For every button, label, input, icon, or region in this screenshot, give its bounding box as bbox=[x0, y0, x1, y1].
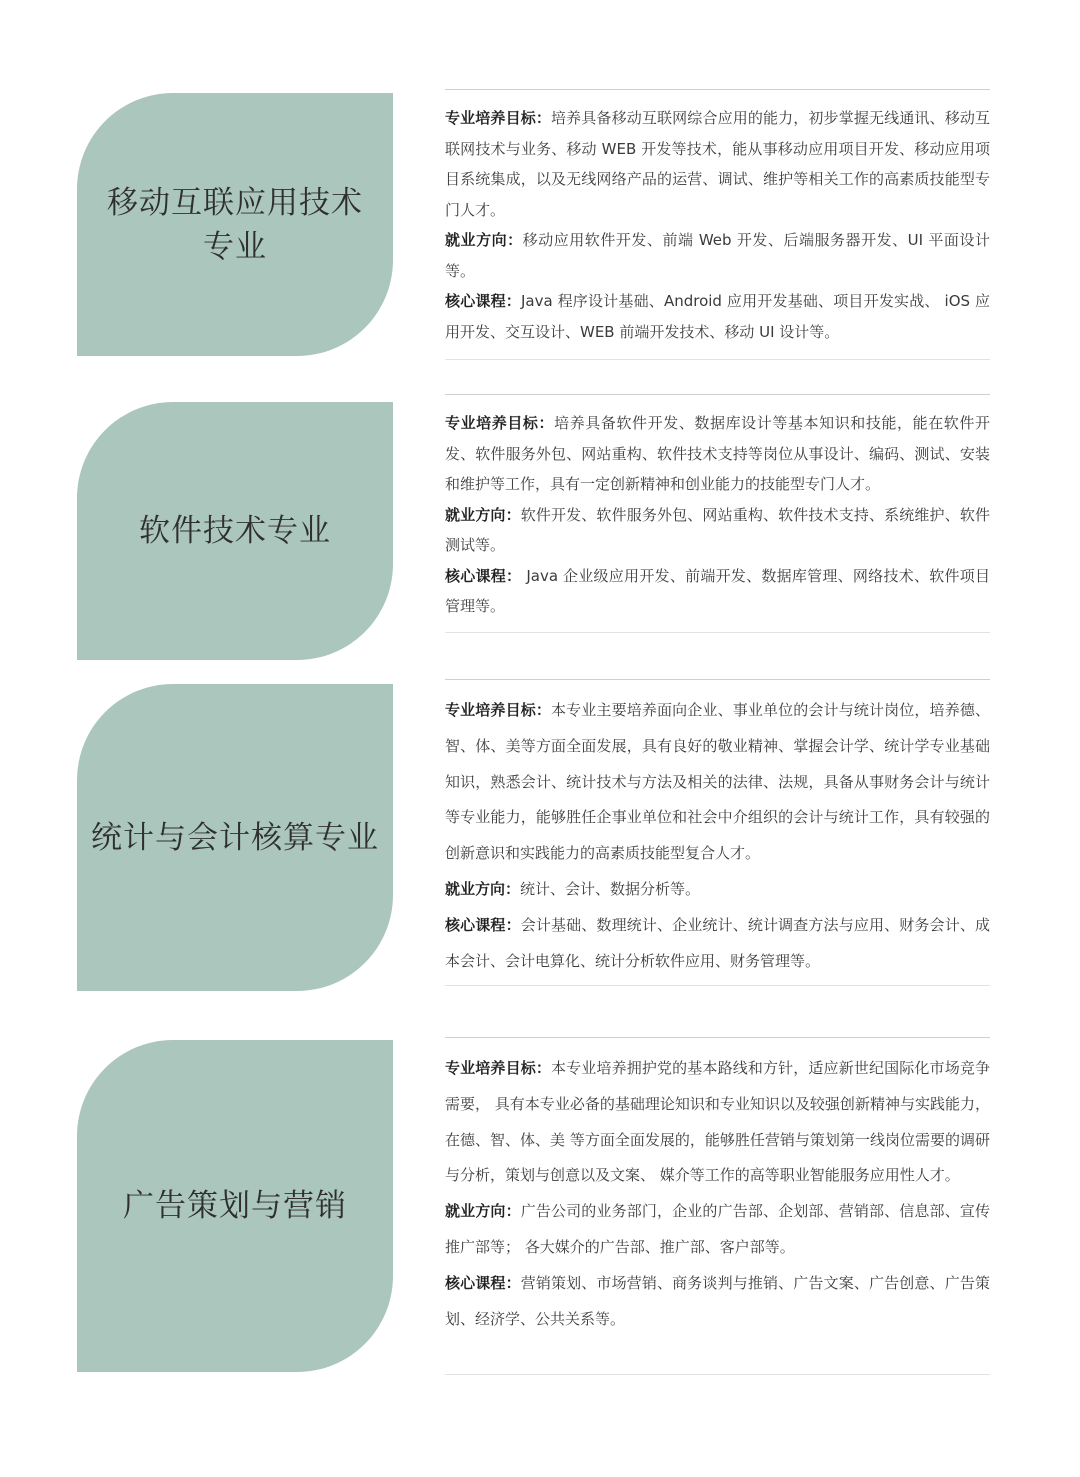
career-label: 就业方向： bbox=[445, 879, 521, 898]
major-title: 软件技术专业 bbox=[139, 513, 331, 549]
major-card-statistics-accounting bbox=[77, 684, 393, 991]
career-text: 软件开发、软件服务外包、网站重构、软件技术支持、系统维护、软件测试等。 bbox=[445, 505, 990, 554]
major-card-software bbox=[77, 402, 393, 660]
major-info-software bbox=[445, 394, 990, 633]
career-paragraph bbox=[445, 1194, 990, 1266]
course-label: 核心课程： bbox=[445, 915, 521, 934]
goal-paragraph bbox=[445, 103, 990, 225]
major-title: 统计与会计核算专业 bbox=[91, 819, 379, 856]
course-text: 会计基础、数理统计、企业统计、统计调查方法与应用、财务会计、成本会计、会计电算化、统计分析软件应用、财务管理等。 bbox=[445, 915, 990, 970]
career-text: 广告公司的业务部门，企业的广告部、企划部、营销部、信息部、宣传推广部等； 各大媒介的广告部、推广部、客户部等。 bbox=[445, 1202, 990, 1256]
career-text: 统计、会计、数据分析等。 bbox=[520, 879, 701, 898]
course-paragraph bbox=[445, 1266, 990, 1338]
goal-text: 培养具备软件开发、数据库设计等基本知识和技能，能在软件开发、软件服务外包、网站重构、软件技术支持等岗位从事设计、编码、测试、安装和维护等工作，具有一定创新精神和创业能力的技能型专门人才。 bbox=[445, 414, 990, 493]
goal-text: 培养具备移动互联网综合应用的能力，初步掌握无线通讯、移动互联网技术与业务、移动 WEB 开发等技术，能从事移动应用项目开发、移动应用项目系统集成，以及无线网络产品的运营、调试、维护等相关工作的高素质技能型专门人才。 bbox=[445, 109, 990, 219]
course-text: 营销策划、市场营销、商务谈判与推销、广告文案、广告创意、广告策划、经济学、公共关系等。 bbox=[445, 1273, 990, 1328]
major-info-statistics-accounting bbox=[445, 679, 990, 986]
goal-label: 专业培养目标： bbox=[445, 1059, 551, 1077]
major-info-mobile-internet bbox=[445, 89, 990, 360]
career-paragraph bbox=[445, 500, 990, 561]
career-text: 移动应用软件开发、前端 Web 开发、后端服务器开发、UI 平面设计等。 bbox=[445, 231, 990, 280]
course-paragraph bbox=[445, 908, 990, 980]
career-label: 就业方向： bbox=[445, 505, 521, 524]
course-label: 核心课程： bbox=[445, 1273, 521, 1292]
career-paragraph bbox=[445, 225, 990, 286]
course-label: 核心课程： bbox=[445, 292, 521, 310]
goal-paragraph bbox=[445, 693, 990, 872]
course-text: Java 企业级应用开发、前端开发、数据库管理、网络技术、软件项目管理等。 bbox=[445, 566, 990, 615]
course-label: 核心课程： bbox=[445, 566, 522, 585]
goal-label: 专业培养目标： bbox=[445, 414, 555, 432]
course-paragraph bbox=[445, 561, 990, 622]
goal-paragraph bbox=[445, 408, 990, 500]
goal-paragraph bbox=[445, 1051, 990, 1194]
goal-text: 本专业培养拥护党的基本路线和方针，适应新世纪国际化市场竞争需要， 具有本专业必备的基础理论知识和专业知识以及较强创新精神与实践能力，在德、智、体、美 等方面全面发展的，能够胜任营销与策划第一线岗位需要的调研与分析，策划与创意以及文案、 媒介等工作的高等职业智能服务应用性人才。 bbox=[445, 1059, 990, 1185]
major-title: 广告策划与营销 bbox=[123, 1188, 347, 1224]
career-paragraph bbox=[445, 872, 990, 908]
goal-text: 本专业主要培养面向企业、事业单位的会计与统计岗位，培养德、智、体、美等方面全面发展，具有良好的敬业精神、掌握会计学、统计学专业基础知识，熟悉会计、统计技术与方法及相关的法律、法规，具备从事财务会计与统计等专业能力，能够胜任企事业单位和社会中介组织的会计与统计工作，具有较强的创新意识和实践能力的高素质技能型复合人才。 bbox=[445, 701, 990, 863]
career-label: 就业方向： bbox=[445, 231, 523, 249]
career-label: 就业方向： bbox=[445, 1202, 521, 1221]
goal-label: 专业培养目标： bbox=[445, 109, 551, 127]
course-paragraph bbox=[445, 286, 990, 347]
goal-label: 专业培养目标： bbox=[445, 701, 551, 719]
course-text: Java 程序设计基础、Android 应用开发基础、项目开发实战、 iOS 应用开发、交互设计、WEB 前端开发技术、移动 UI 设计等。 bbox=[445, 292, 990, 341]
major-card-mobile-internet bbox=[77, 93, 393, 356]
major-card-advertising-marketing bbox=[77, 1040, 393, 1372]
major-info-advertising-marketing bbox=[445, 1037, 990, 1375]
major-title: 移动互联应用技术 专业 bbox=[107, 184, 363, 265]
